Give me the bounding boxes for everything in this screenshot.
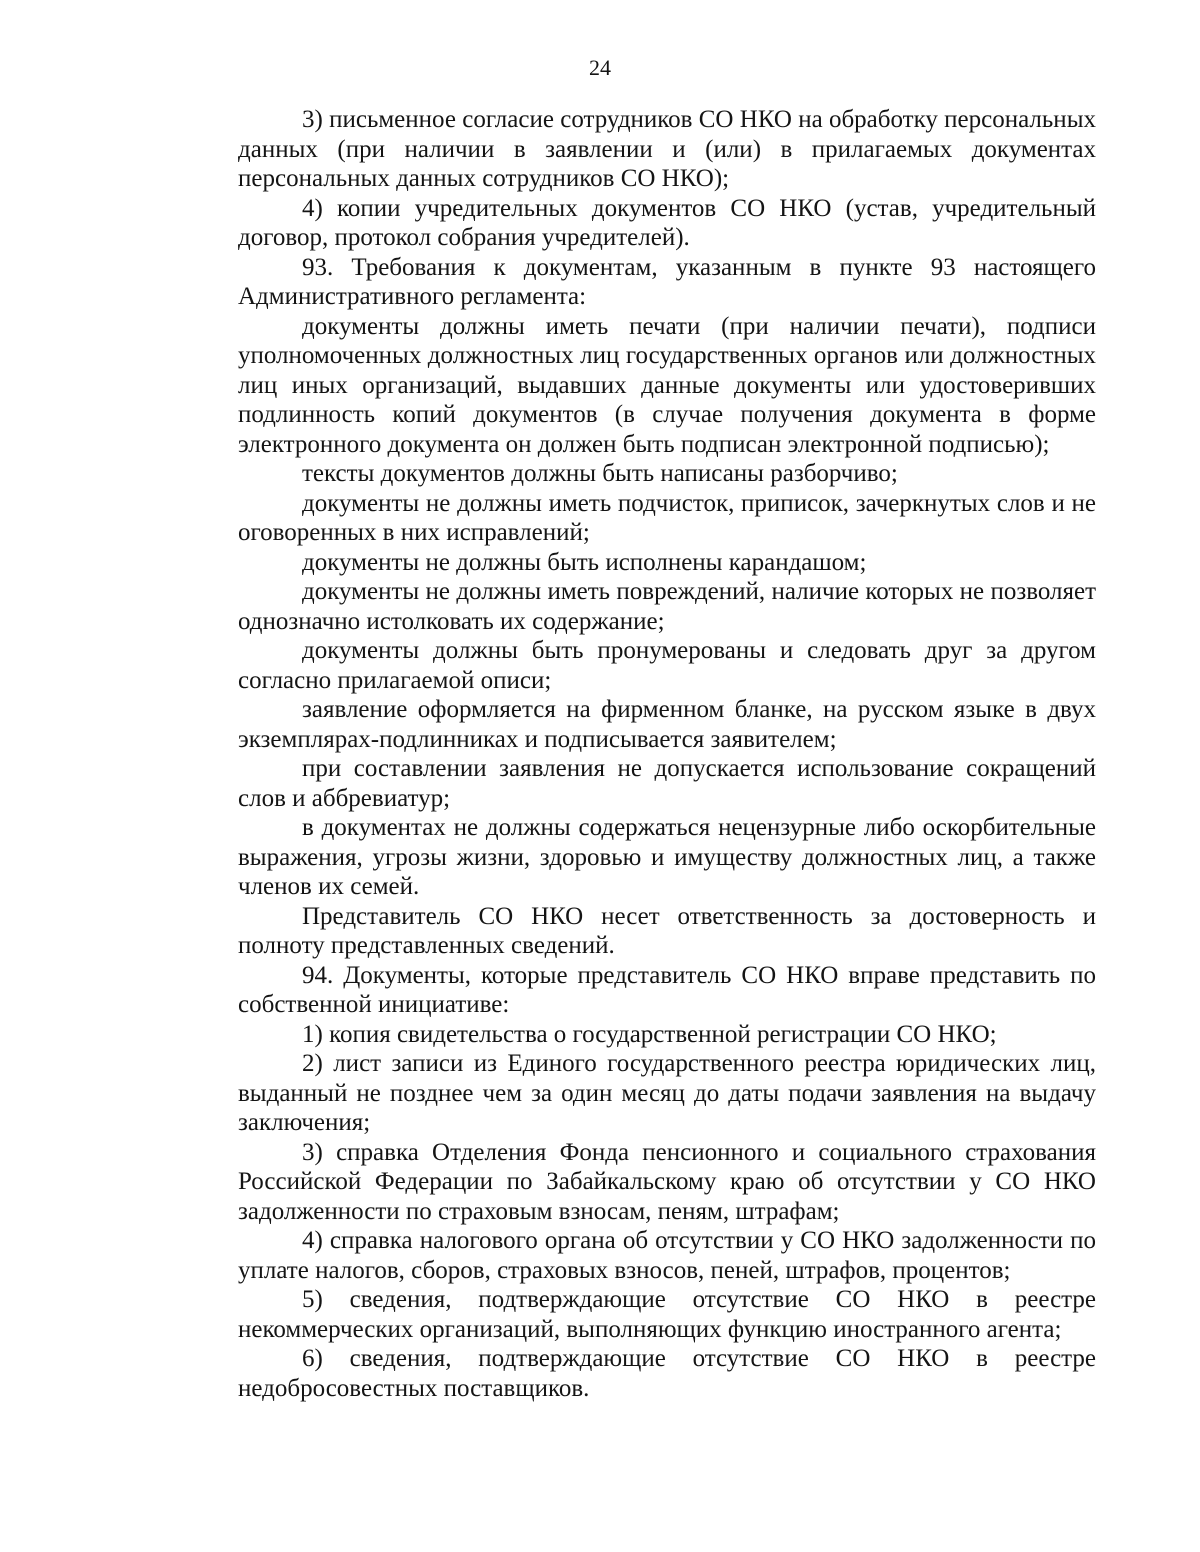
paragraph: 94. Документы, которые представитель СО НКО вправе представить по собственной инициативе: [238,961,1096,1018]
paragraph: Представитель СО НКО несет ответственность за достоверность и полноту представленных сведений. [238,902,1096,959]
paragraph: при составлении заявления не допускается использование сокращений слов и аббревиатур; [238,755,1096,812]
paragraph: тексты документов должны быть написаны разборчиво; [302,460,898,487]
paragraph: документы не должны быть исполнены карандашом; [302,548,867,576]
paragraph: 3) письменное согласие сотрудников СО НКО на обработку персональных данных (при наличии в заявлении и (или) в прилагаемых документах персональных данных сотрудников СО НКО); [238,106,1096,192]
paragraph: 5) сведения, подтверждающие отсутствие СО НКО в реестре некоммерческих организаций, выполняющих функцию иностранного агента; [238,1286,1096,1343]
paragraph: 3) справка Отделения Фонда пенсионного и социального страхования Российской Федерации по Забайкальскому краю об отсутствии у СО НКО задолженности по страховым взносам, пеням, штрафам; [238,1138,1096,1225]
paragraph: в документах не должны содержаться нецензурные либо оскорбительные выражения, угрозы жизни, здоровью и имуществу должностных лиц, а также членов их семей. [238,814,1096,900]
paragraph: 2) лист записи из Единого государственного реестра юридических лиц, выданный не позднее чем за один месяц до даты подачи заявления на выдачу заключения; [238,1050,1096,1136]
paragraph: документы не должны иметь подчисток, приписок, зачеркнутых слов и не оговоренных в них исправлений; [238,489,1096,546]
paragraph: документы должны быть пронумерованы и следовать друг за другом согласно прилагаемой описи; [238,637,1096,694]
page-number: 24 [589,55,611,80]
paragraph: 1) копия свидетельства о государственной регистрации СО НКО; [302,1020,997,1048]
paragraph: документы должны иметь печати (при наличии печати), подписи уполномоченных должностных лиц государственных органов или должностных лиц иных организаций, выдавших данные документы или удостоверивших подлинность копий документов (в случае получения документа в форме электронного документа он должен быть подписан электронной подписью); [238,312,1096,458]
paragraph: 93. Требования к документам, указанным в пункте 93 настоящего Административного регламента: [238,253,1096,310]
paragraph: документы не должны иметь повреждений, наличие которых не позволяет однозначно истолковать их содержание; [238,578,1096,635]
paragraph: заявление оформляется на фирменном бланке, на русском языке в двух экземплярах-подлинниках и подписывается заявителем; [238,696,1096,753]
paragraph: 4) копии учредительных документов СО НКО (устав, учредительный договор, протокол собрания учредителей). [238,194,1096,251]
paragraph: 6) сведения, подтверждающие отсутствие СО НКО в реестре недобросовестных поставщиков. [238,1345,1096,1402]
document-body [238,105,1096,1403]
paragraph: 4) справка налогового органа об отсутствии у СО НКО задолженности по уплате налогов, сборов, страховых взносов, пеней, штрафов, процентов; [238,1227,1096,1284]
